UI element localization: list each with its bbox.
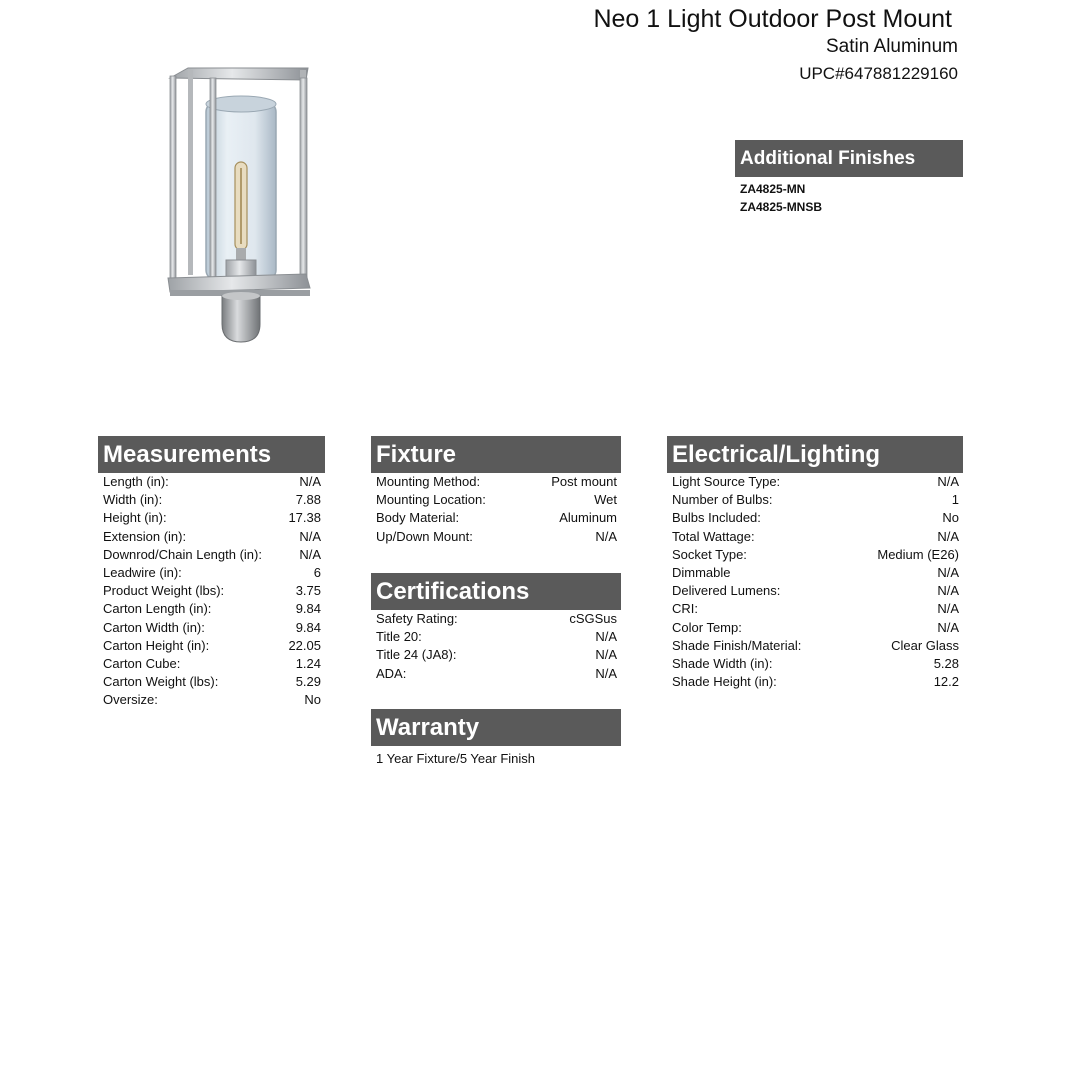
spec-value: N/A bbox=[595, 629, 617, 645]
spec-row bbox=[98, 619, 325, 637]
spec-value: Clear Glass bbox=[891, 637, 959, 653]
spec-label: Oversize: bbox=[103, 692, 158, 708]
spec-value: N/A bbox=[299, 474, 321, 489]
product-title: Neo 1 Light Outdoor Post Mount bbox=[593, 5, 952, 33]
spec-label: Socket Type: bbox=[672, 546, 747, 562]
product-finish: Satin Aluminum bbox=[825, 36, 958, 57]
spec-value: 22.05 bbox=[288, 637, 321, 653]
spec-label: Delivered Lumens: bbox=[672, 583, 781, 599]
product-header bbox=[593, 4, 958, 88]
product-upc: UPC#647881229160 bbox=[799, 64, 958, 83]
spec-row bbox=[98, 655, 325, 673]
spec-label: Downrod/Chain Length (in): bbox=[103, 546, 262, 562]
spec-value: Wet bbox=[594, 492, 617, 508]
spec-label: Extension (in): bbox=[103, 528, 187, 544]
spec-label: Carton Length (in): bbox=[103, 601, 212, 617]
spec-value: 1.24 bbox=[295, 656, 321, 672]
spec-row bbox=[98, 600, 325, 618]
spec-label: CRI: bbox=[672, 601, 698, 617]
fixture-heading: Fixture bbox=[371, 436, 621, 473]
spec-label: Carton Cube: bbox=[103, 656, 181, 672]
spec-value: N/A bbox=[937, 565, 959, 581]
spec-row bbox=[667, 655, 963, 673]
spec-label: Width (in): bbox=[103, 492, 163, 508]
spec-row bbox=[98, 546, 325, 564]
spec-row bbox=[371, 491, 621, 509]
spec-label: Mounting Location: bbox=[376, 492, 486, 508]
spec-value: Post mount bbox=[551, 474, 617, 489]
spec-row bbox=[667, 619, 963, 637]
spec-label: Title 20: bbox=[376, 629, 422, 645]
spec-row bbox=[98, 528, 325, 546]
spec-label: Safety Rating: bbox=[376, 611, 458, 626]
spec-row bbox=[98, 691, 325, 709]
spec-label: Length (in): bbox=[103, 474, 169, 489]
spec-row bbox=[667, 673, 963, 691]
spec-row bbox=[667, 509, 963, 527]
spec-value: 17.38 bbox=[288, 510, 321, 526]
spec-label: Dimmable bbox=[672, 565, 731, 581]
spec-row bbox=[98, 637, 325, 655]
spec-value: N/A bbox=[937, 583, 959, 599]
spec-row bbox=[371, 473, 621, 491]
spec-label: Up/Down Mount: bbox=[376, 528, 473, 544]
spec-row bbox=[667, 600, 963, 618]
spec-value: 3.75 bbox=[295, 583, 321, 599]
additional-finishes-panel bbox=[735, 140, 963, 216]
spec-value: 1 bbox=[951, 492, 959, 508]
spec-row bbox=[371, 628, 621, 646]
spec-row bbox=[98, 509, 325, 527]
certifications-heading: Certifications bbox=[371, 573, 621, 610]
spec-label: Leadwire (in): bbox=[103, 565, 182, 581]
spec-value: Medium (E26) bbox=[877, 546, 959, 562]
spec-value: 5.28 bbox=[933, 656, 959, 672]
spec-label: Color Temp: bbox=[672, 619, 742, 635]
spec-row bbox=[98, 473, 325, 491]
spec-row bbox=[667, 637, 963, 655]
additional-finishes-heading: Additional Finishes bbox=[735, 140, 963, 177]
spec-row bbox=[98, 582, 325, 600]
spec-row bbox=[98, 673, 325, 691]
warranty-text: 1 Year Fixture/5 Year Finish bbox=[376, 751, 535, 766]
fixture-section bbox=[371, 436, 621, 546]
spec-label: Shade Height (in): bbox=[672, 674, 777, 690]
measurements-section bbox=[98, 436, 325, 710]
spec-row bbox=[667, 473, 963, 491]
spec-label: Shade Finish/Material: bbox=[672, 637, 802, 653]
spec-label: Body Material: bbox=[376, 510, 460, 526]
spec-label: Bulbs Included: bbox=[672, 510, 761, 526]
spec-row bbox=[371, 610, 621, 628]
spec-label: Carton Width (in): bbox=[103, 619, 205, 635]
certifications-section bbox=[371, 573, 621, 683]
spec-value: N/A bbox=[937, 528, 959, 544]
spec-label: Mounting Method: bbox=[376, 474, 481, 489]
spec-row bbox=[98, 491, 325, 509]
spec-row bbox=[667, 491, 963, 509]
spec-row bbox=[98, 564, 325, 582]
spec-value: cSGSus bbox=[569, 611, 617, 626]
spec-row bbox=[667, 528, 963, 546]
spec-value: N/A bbox=[595, 528, 617, 544]
spec-label: Shade Width (in): bbox=[672, 656, 773, 672]
spec-label: Total Wattage: bbox=[672, 528, 755, 544]
spec-row bbox=[371, 665, 621, 683]
spec-row bbox=[371, 528, 621, 546]
spec-value: N/A bbox=[595, 665, 617, 681]
spec-value: No bbox=[942, 510, 959, 526]
spec-label: Height (in): bbox=[103, 510, 167, 526]
finish-sku: ZA4825-MNSB bbox=[740, 200, 823, 214]
spec-row bbox=[371, 646, 621, 664]
spec-label: Light Source Type: bbox=[672, 474, 781, 489]
spec-value: 5.29 bbox=[295, 674, 321, 690]
spec-value: N/A bbox=[595, 647, 617, 663]
spec-value: No bbox=[304, 692, 321, 708]
spec-value: Aluminum bbox=[559, 510, 617, 526]
spec-row bbox=[371, 509, 621, 527]
electrical-lighting-heading: Electrical/Lighting bbox=[667, 436, 963, 473]
spec-label: ADA: bbox=[376, 665, 407, 681]
spec-value: 9.84 bbox=[295, 619, 321, 635]
spec-label: Number of Bulbs: bbox=[672, 492, 773, 508]
spec-label: Title 24 (JA8): bbox=[376, 647, 457, 663]
spec-value: N/A bbox=[937, 601, 959, 617]
spec-row bbox=[667, 546, 963, 564]
spec-value: 6 bbox=[313, 565, 321, 581]
spec-value: 12.2 bbox=[933, 674, 959, 690]
spec-label: Product Weight (lbs): bbox=[103, 583, 225, 599]
spec-label: Carton Height (in): bbox=[103, 637, 210, 653]
spec-value: 9.84 bbox=[295, 601, 321, 617]
spec-value: N/A bbox=[299, 528, 321, 544]
electrical-lighting-section bbox=[667, 436, 963, 691]
spec-value: N/A bbox=[299, 546, 321, 562]
measurements-heading: Measurements bbox=[98, 436, 325, 473]
post-mount-lantern-image bbox=[160, 62, 320, 348]
warranty-heading: Warranty bbox=[371, 709, 621, 746]
spec-row bbox=[667, 582, 963, 600]
spec-row bbox=[667, 564, 963, 582]
spec-label: Carton Weight (lbs): bbox=[103, 674, 219, 690]
spec-value: 7.88 bbox=[295, 492, 321, 508]
spec-value: N/A bbox=[937, 474, 959, 489]
warranty-section bbox=[371, 709, 621, 768]
finish-sku: ZA4825-MN bbox=[740, 182, 806, 196]
spec-value: N/A bbox=[937, 619, 959, 635]
